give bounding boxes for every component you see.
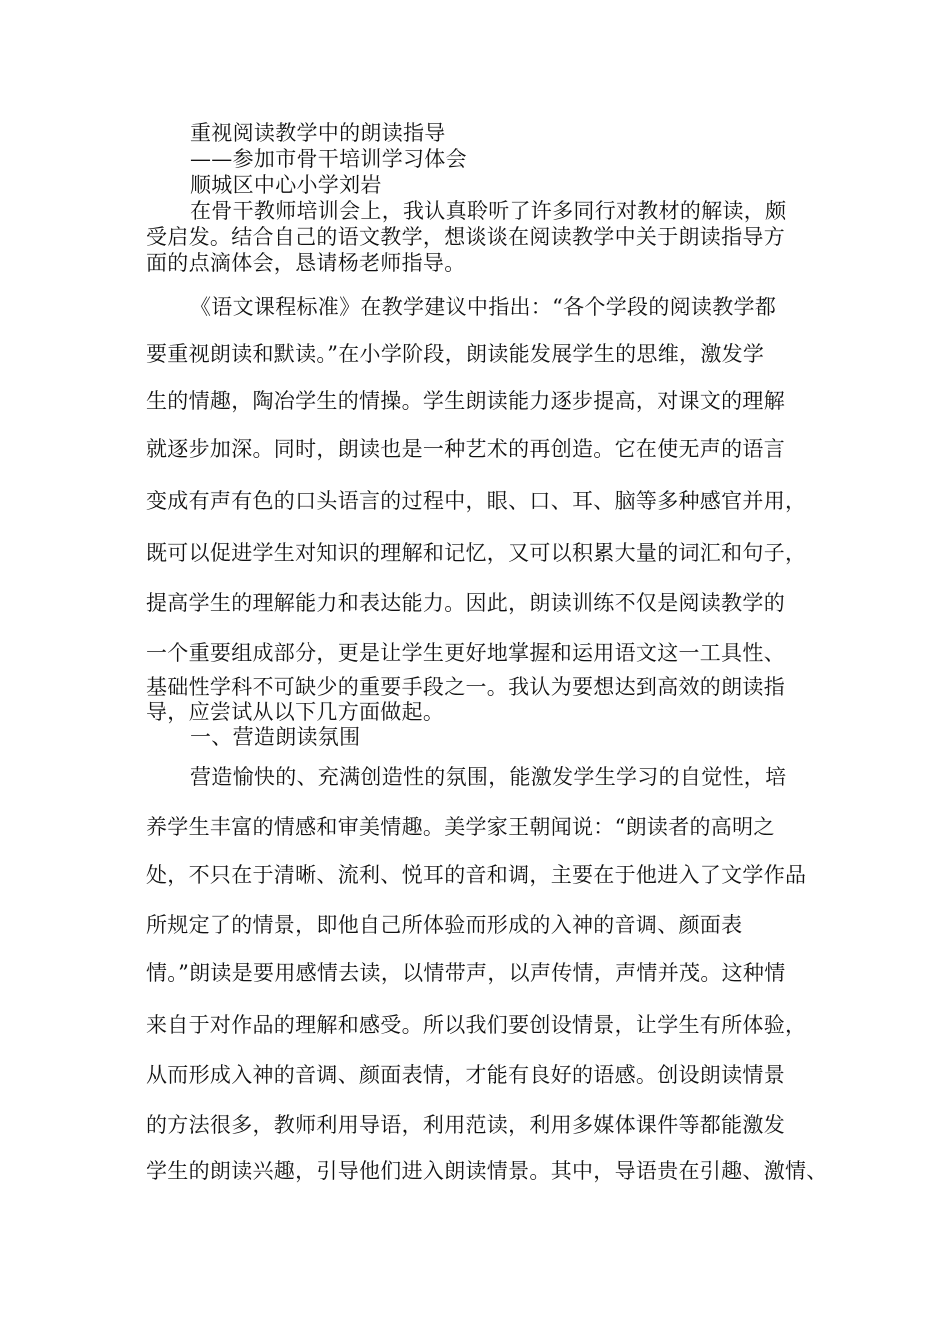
paragraph2-line: 处，不只在于清晰、流利、悦耳的音和调，主要在于他进入了文学作品 [146, 863, 807, 887]
paragraph1-line: 基础性学科不可缺少的重要手段之一。我认为要想达到高效的朗读指 [146, 675, 785, 699]
paragraph1-line: 《语文课程标准》在教学建议中指出：“各个学段的阅读教学都 [190, 295, 777, 319]
paragraph1-line: 导，应尝试从以下几方面做起。 [146, 700, 445, 724]
paragraph1-line: 既可以促进学生对知识的理解和记忆，又可以积累大量的词汇和句子， [146, 541, 807, 565]
paragraph2-line: 从而形成入神的音调、颜面表情，才能有良好的语感。创设朗读情景 [146, 1063, 785, 1087]
paragraph1-line: 生的情趣，陶冶学生的情操。学生朗读能力逐步提高，对课文的理解 [146, 389, 785, 413]
intro-line: 受启发。结合自己的语文教学，想谈谈在阅读教学中关于朗读指导方 [146, 225, 785, 249]
paragraph2-line: 情。”朗读是要用感情去读，以情带声，以声传情，声情并茂。这种情 [146, 961, 786, 985]
paragraph2-line: 来自于对作品的理解和感受。所以我们要创设情景，让学生有所体验， [146, 1013, 807, 1037]
paragraph1-line: 提高学生的理解能力和表达能力。因此，朗读训练不仅是阅读教学的 [146, 591, 785, 615]
paragraph1-line: 一个重要组成部分，更是让学生更好地掌握和运用语文这一工具性、 [146, 641, 785, 665]
paragraph1-line: 就逐步加深。同时，朗读也是一种艺术的再创造。它在使无声的语言 [146, 437, 785, 461]
document-title: 重视阅读教学中的朗读指导 [190, 121, 446, 145]
paragraph2-line: 的方法很多，教师利用导语，利用范读，利用多媒体课件等都能激发 [146, 1113, 785, 1137]
paragraph2-line: 学生的朗读兴趣，引导他们进入朗读情景。其中，导语贵在引趣、激情、 [146, 1159, 828, 1183]
section-heading: 一、营造朗读氛围 [190, 725, 361, 749]
intro-line: 在骨干教师培训会上，我认真聆听了许多同行对教材的解读，颇 [190, 199, 787, 223]
paragraph2-line: 养学生丰富的情感和审美情趣。美学家王朝闻说：“朗读者的高明之 [146, 815, 775, 839]
document-subtitle: ——参加市骨干培训学习体会 [190, 147, 467, 171]
paragraph2-line: 所规定了的情景，即他自己所体验而形成的入神的音调、颜面表 [146, 913, 743, 937]
intro-line: 面的点滴体会，恳请杨老师指导。 [146, 251, 466, 275]
paragraph2-line: 营造愉快的、充满创造性的氛围，能激发学生学习的自觉性，培 [190, 765, 787, 789]
document-author: 顺城区中心小学刘岩 [190, 173, 382, 197]
paragraph1-line: 变成有声有色的口头语言的过程中，眼、口、耳、脑等多种感官并用， [146, 489, 807, 513]
paragraph1-line: 要重视朗读和默读。”在小学阶段，朗读能发展学生的思维，激发学 [146, 342, 765, 366]
